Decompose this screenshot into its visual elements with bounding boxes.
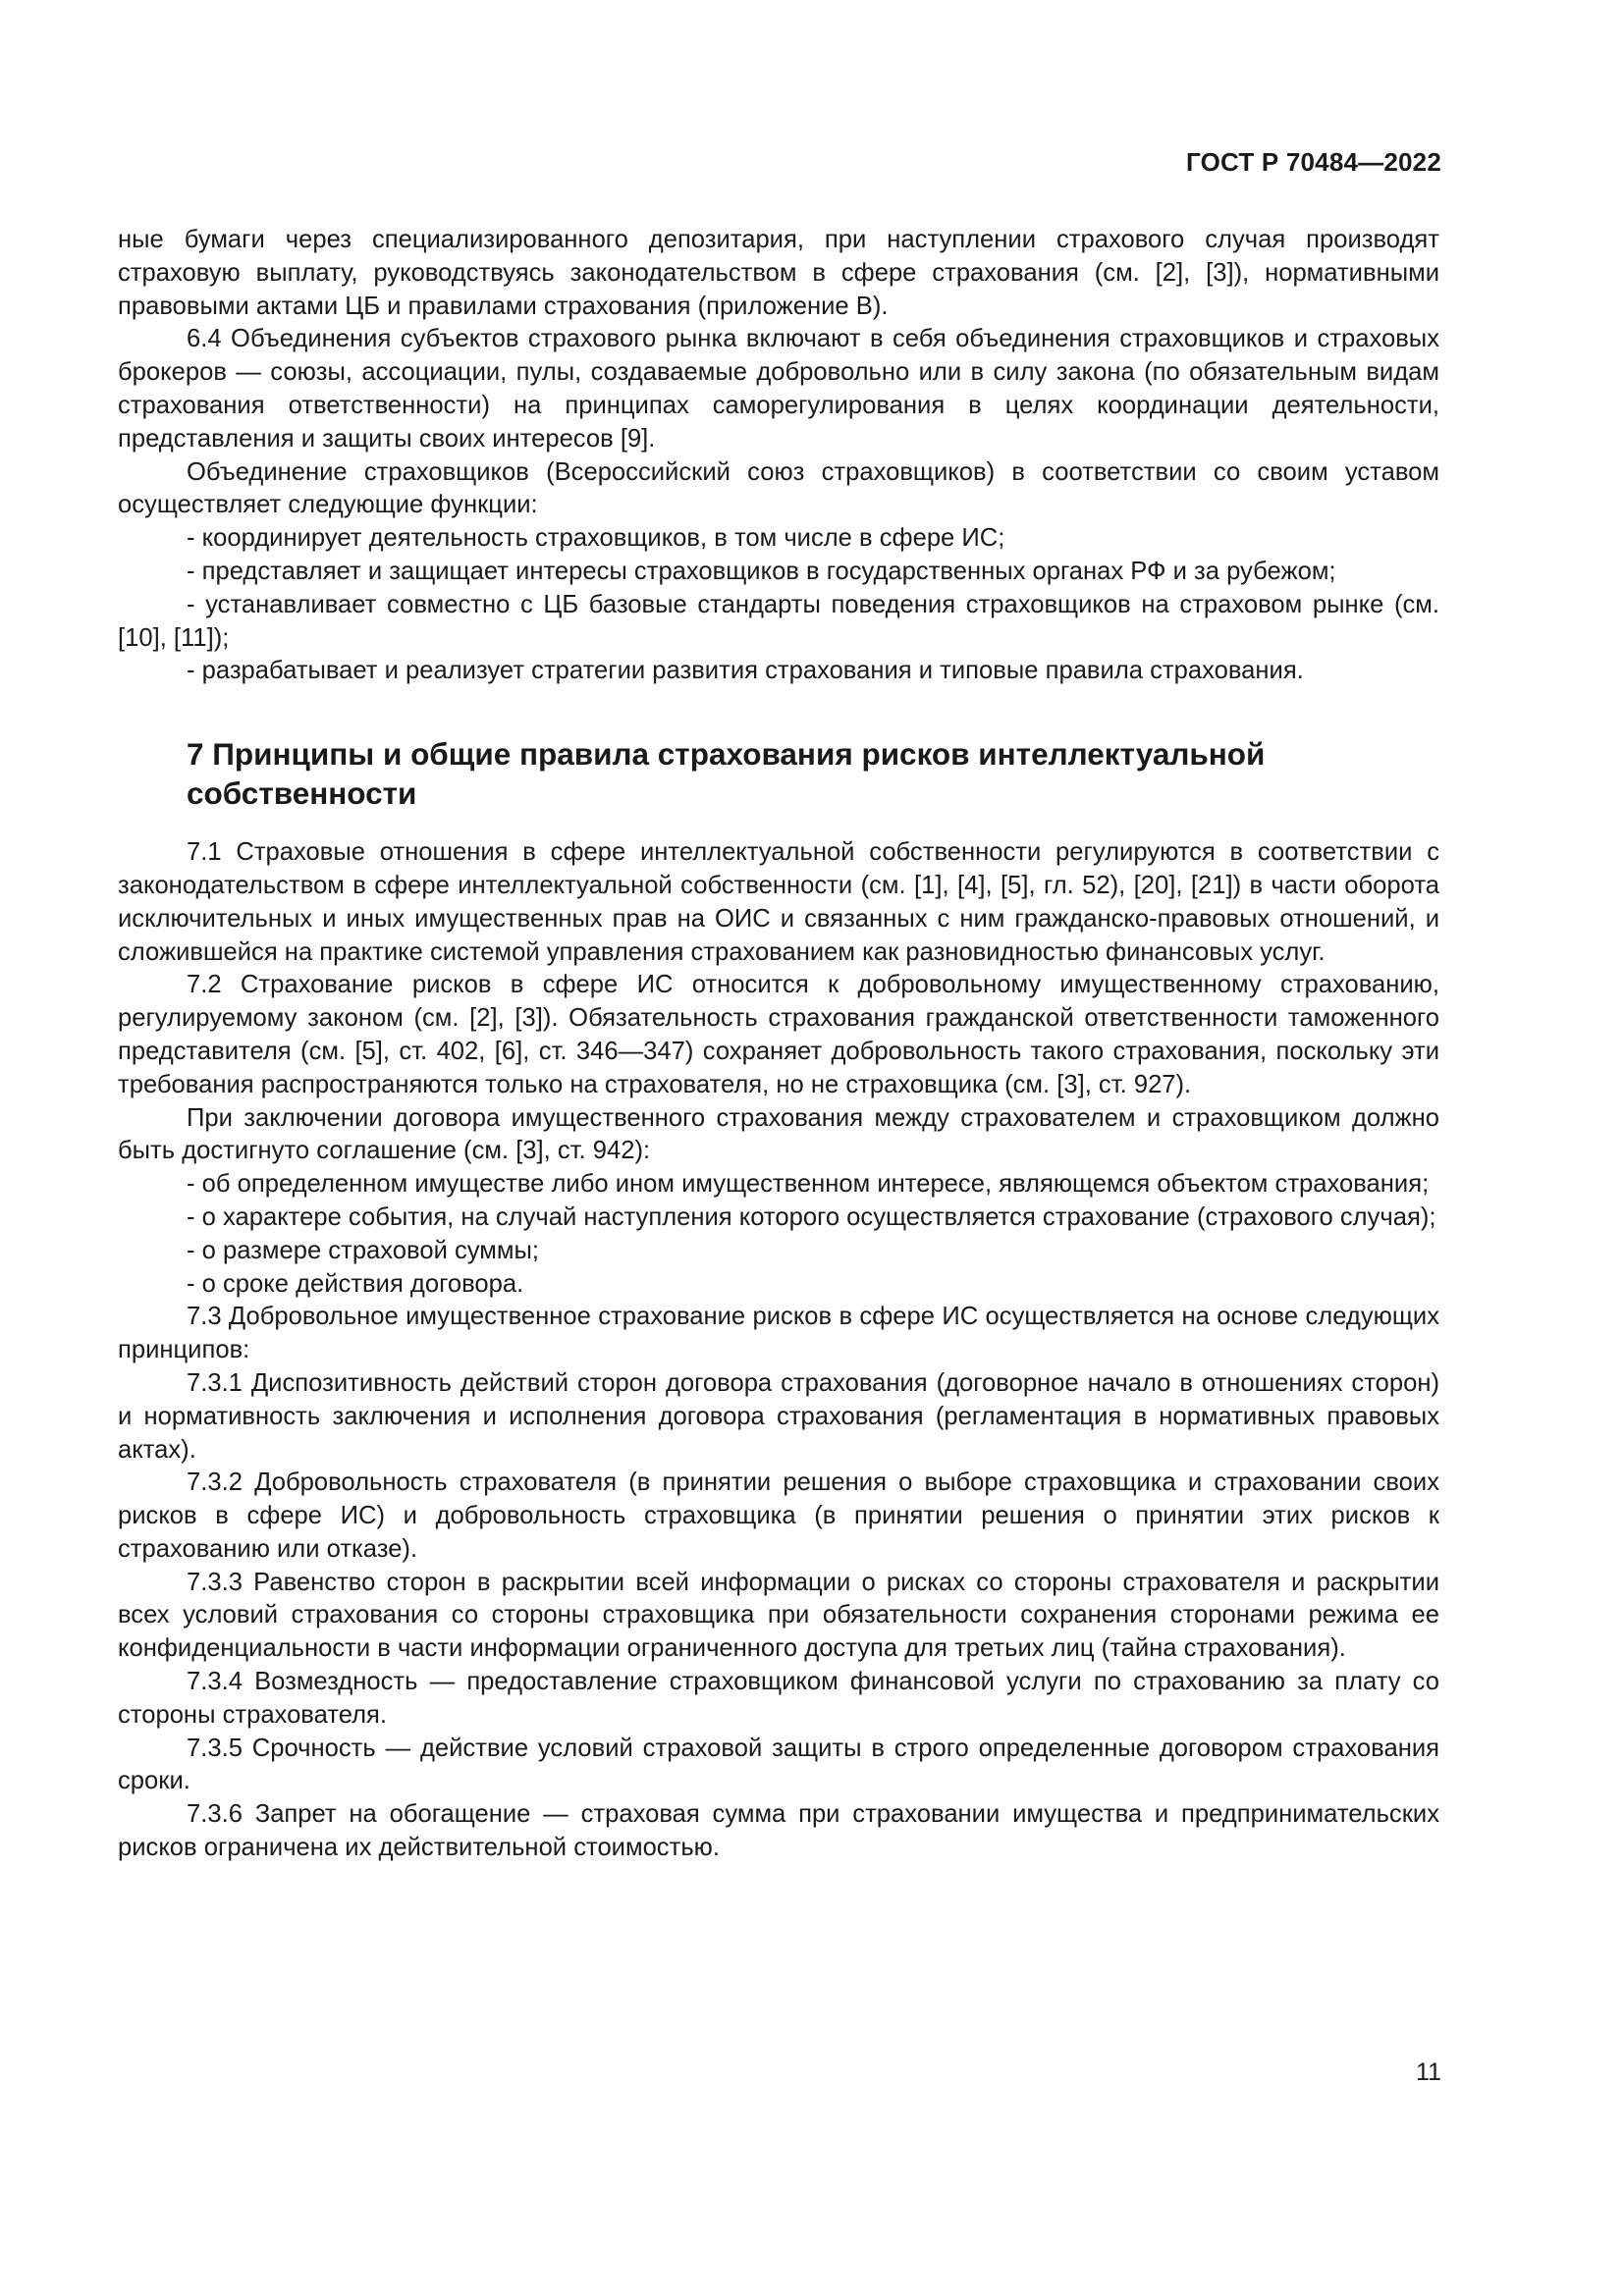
paragraph-7-3-5: 7.3.5 Срочность — действие условий страховой защиты в строго определенные договором страхования сроки. [118, 1734, 1439, 1795]
list-item: - об определенном имуществе либо ином имущественном интересе, являющемся объектом страхования; [187, 1170, 1430, 1199]
list-item: - координирует деятельность страховщиков, в том числе в сфере ИС; [187, 524, 1005, 553]
paragraph-7-3: 7.3 Добровольное имущественное страхование рисков в сфере ИС осуществляется на основе следующих принципов: [118, 1303, 1439, 1364]
list-item: - о сроке действия договора. [187, 1269, 524, 1298]
list-item: - о характере события, на случай наступления которого осуществляется страхование (страхового случая); [187, 1202, 1436, 1231]
paragraph-7-3-4: 7.3.4 Возмездность — предоставление страховщиком финансовой услуги по страхованию за плату со стороны страхователя. [118, 1668, 1439, 1729]
paragraph-agreement: При заключении договора имущественного страхования между страхователем и страховщиком должно быть достигнуто соглашение (см. [3], ст. 942): [118, 1103, 1439, 1165]
paragraph-7-3-1: 7.3.1 Диспозитивность действий сторон договора страхования (договорное начало в отношениях сторон) и нормативность заключения и исполнения договора страхования (регламентация в нормативных правовых актах). [118, 1368, 1439, 1464]
section-heading: 7 Принципы и общие правила страхования рисков интеллектуальной собственности [187, 736, 1266, 812]
paragraph-7-3-2: 7.3.2 Добровольность страхователя (в принятии решения о выборе страховщика и страховании своих рисков в сфере ИС) и добровольность страховщика (в принятии решения о принятии этих рисков к страхованию или отказе). [118, 1468, 1439, 1563]
paragraph-7-2: 7.2 Страхование рисков в сфере ИС относится к добровольному имущественному страхованию, регулируемому законом (см. [2], [3]). Обязательность страхования гражданской ответственности таможенного представителя (см. [5], ст. 402, [6], ст. 346—347) сохраняет добровольность такого страхования, поскольку эти требования распространяются только на страхователя, но не страховщика (см. [3], ст. 927). [118, 971, 1439, 1098]
list-item: - разрабатывает и реализует стратегии развития страхования и типовые правила страхования. [187, 657, 1304, 685]
document-id: ГОСТ Р 70484—2022 [1186, 147, 1441, 177]
paragraph-6-4: 6.4 Объединения субъектов страхового рынка включают в себя объединения страховщиков и страховых брокеров — союзы, ассоциации, пулы, создаваемые добровольно или в силу закона (по обязательным видам страхования ответственности) на принципах саморегулирования в целях координации деятельности, представления и защиты своих интересов [9]. [118, 325, 1439, 453]
document-body [118, 224, 1439, 1865]
list-item: - устанавливает совместно с ЦБ базовые стандарты поведения страховщиков на страховом рынке (см. [10], [11]); [118, 590, 1439, 652]
paragraph-7-3-3: 7.3.3 Равенство сторон в раскрытии всей информации о рисках со стороны страхователя и раскрытии всех условий страхования со стороны страховщика при обязательности сохранения сторонами режима ее конфиденциальности в части информации ограниченного доступа для третьих лиц (тайна страхования). [118, 1568, 1439, 1663]
list-item: - о размере страховой суммы; [187, 1236, 539, 1264]
paragraph-7-3-6: 7.3.6 Запрет на обогащение — страховая сумма при страховании имущества и предпринимательских рисков ограничена их действительной стоимостью. [118, 1800, 1439, 1862]
paragraph-union-functions: Объединение страховщиков (Всероссийский союз страховщиков) в соответствии со своим уставом осуществляет следующие функции: [118, 457, 1439, 519]
list-item: - представляет и защищает интересы страховщиков в государственных органах РФ и за рубежом; [187, 557, 1336, 585]
paragraph-7-1: 7.1 Страховые отношения в сфере интеллектуальной собственности регулируются в соответствии с законодательством в сфере интеллектуальной собственности (см. [1], [4], [5], гл. 52), [20], [21]) в части оборота исключительных и иных имущественных прав на ОИС и связанных с ним гражданско-правовых отношений, и сложившейся на практике системой управления страхованием как разновидностью финансовых услуг. [118, 838, 1439, 966]
paragraph-continued: ные бумаги через специализированного депозитария, при наступлении страхового случая производят страховую выплату, руководствуясь законодательством в сфере страхования (см. [2], [3]), нормативными правовыми актами ЦБ и правилами страхования (приложение В). [118, 226, 1439, 320]
page-number: 11 [1416, 2058, 1441, 2086]
